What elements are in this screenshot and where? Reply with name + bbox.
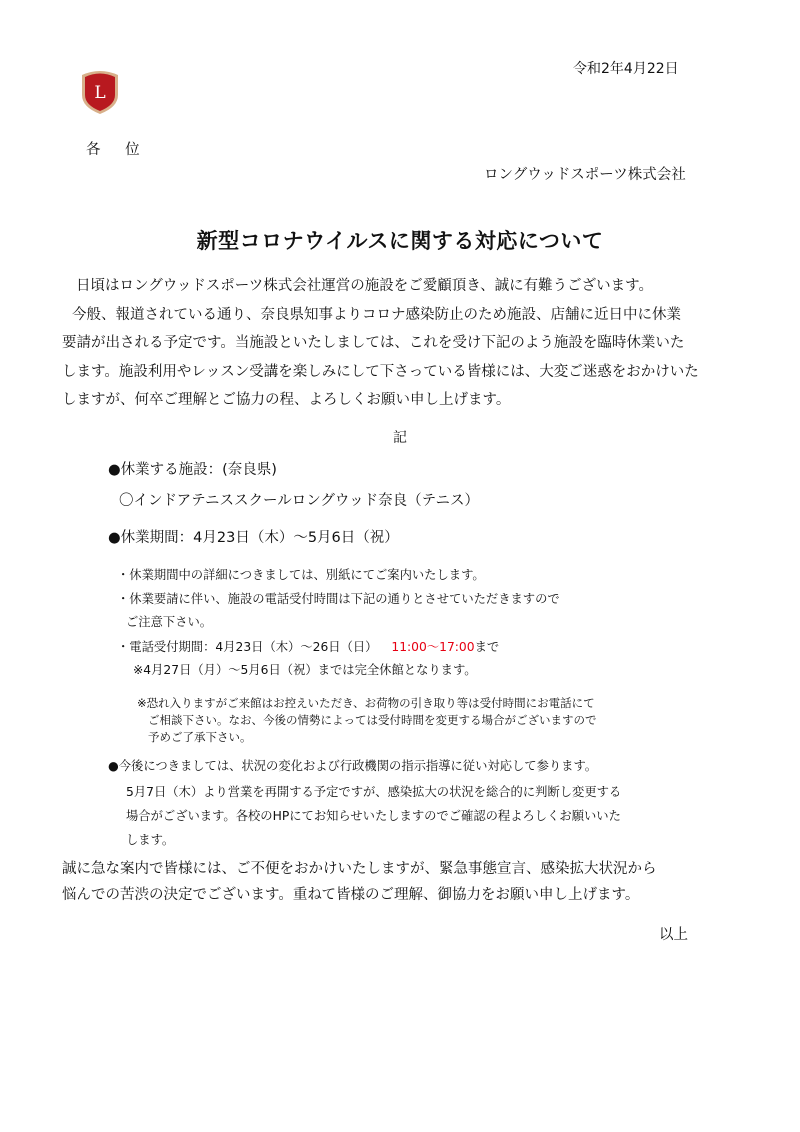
phone-hours-line — [117, 637, 499, 655]
page-title: 新型コロナウイルスに関する対応について — [196, 229, 604, 253]
ki-heading: 記 — [393, 430, 407, 446]
document-date: 令和2年4月22日 — [573, 61, 679, 77]
period-heading: ●休業期間：4月23日（木）～5月6日（祝） — [108, 530, 399, 546]
closing-line: 誠に急な案内で皆様には、ご不便をおかけいたしますが、緊急事態宣言、感染拡大状況から — [62, 861, 657, 877]
body-line: します。施設利用やレッスン受講を楽しみにして下さっている皆様には、大変ご迷惑をおかけいた — [62, 363, 699, 380]
closing-ijou: 以上 — [659, 927, 688, 943]
future-heading: ●今後につきましては、状況の変化および行政機関の指示指導に従い対応して参ります。 — [108, 759, 598, 773]
body-line: 今般、報道されている通り、奈良県知事よりコロナ感染防止のため施設、店舗に近日中に休業 — [72, 306, 681, 323]
addressee: 各 位 — [86, 142, 150, 158]
period-note: ・休業要請に伴い、施設の電話受付時間は下記の通りとさせていただきますので — [117, 592, 560, 606]
future-line: します。 — [126, 833, 175, 847]
logo-letter: L — [94, 83, 106, 103]
body-line: 日頃はロングウッドスポーツ株式会社運営の施設をご愛顧頂き、誠に有難うございます。 — [76, 278, 653, 294]
period-note: ・休業期間中の詳細につきましては、別紙にてご案内いたします。 — [117, 568, 485, 582]
company-name: ロングウッドスポーツ株式会社 — [484, 167, 686, 183]
closing-paragraph — [62, 856, 657, 908]
company-logo — [80, 69, 120, 115]
request-line: ※恐れ入りますがご来館はお控えいただき、お荷物の引き取り等は受付時間にお電話にて — [137, 696, 595, 710]
request-line: ご相談下さい。なお、今後の情勢によっては受付時間を変更する場合がございますので — [148, 713, 597, 727]
future-details — [126, 780, 621, 852]
period-note: ご注意下さい。 — [126, 615, 213, 629]
closure-note: ※4月27日（月）～5月6日（祝）までは完全休館となります。 — [133, 663, 477, 677]
phone-period: ・電話受付期間：4月23日（木）～26日（日） — [117, 640, 378, 654]
future-line: 場合がございます。各校のHPにてお知らせいたしますのでご確認の程よろしくお願いいた — [126, 809, 621, 823]
body-line: 要請が出される予定です。当施設といたしましては、これを受け下記のよう施設を臨時休業いた — [62, 335, 685, 351]
request-line: 予めご了承下さい。 — [148, 730, 252, 744]
closing-line: 悩んでの苦渋の決定でございます。重ねて皆様のご理解、御協力をお願い申し上げます。 — [62, 887, 640, 903]
facility-name: 〇インドアテニススクールロングウッド奈良（テニス） — [119, 493, 480, 509]
facility-heading: ●休業する施設：(奈良県) — [108, 462, 277, 478]
future-line: 5月7日（木）より営業を再開する予定ですが、感染拡大の状況を総合的に判断し変更する — [126, 785, 622, 799]
body-line: しますが、何卒ご理解とご協力の程、よろしくお願い申し上げます。 — [62, 392, 511, 408]
request-note — [137, 695, 597, 746]
body-paragraph — [62, 272, 742, 415]
phone-hours: 11:00～17:00 — [391, 640, 475, 654]
phone-suffix: まで — [474, 640, 500, 654]
